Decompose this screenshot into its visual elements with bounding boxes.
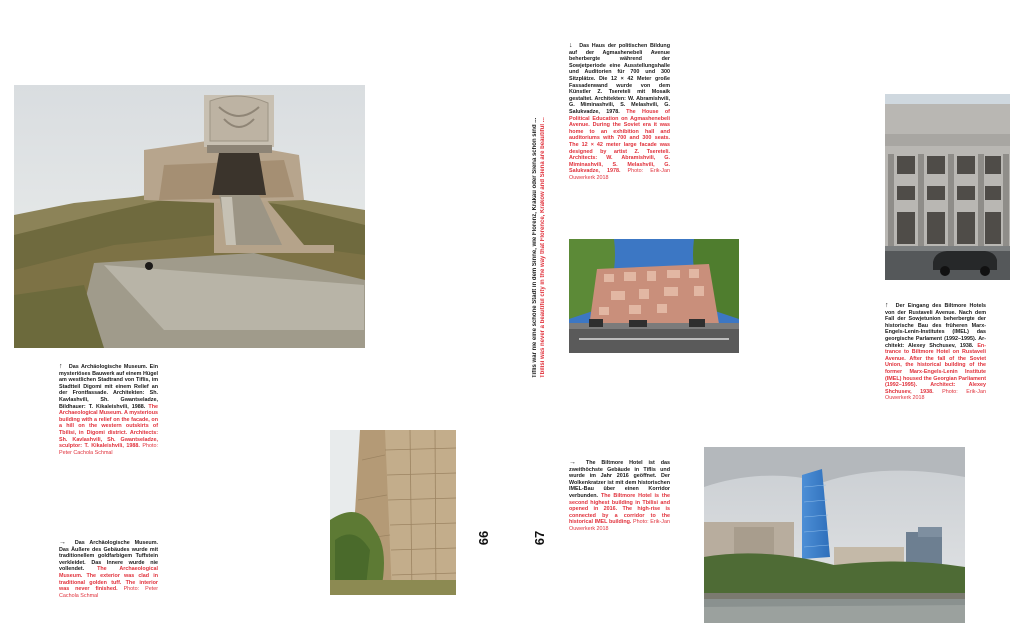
photo-credit: Photo: Peter Cachola Schmal (59, 586, 158, 599)
caption-archaeological-museum-hill (59, 364, 158, 456)
caption-english-text: The Biltmore Hotel is the second highest building in Tbilisi and opened in 2016. The high-rise is connected by a corridor to the historical IMEL building. (569, 492, 671, 526)
skyline-illustration (704, 447, 965, 623)
photo-credit: Photo: Peter Cachola Schmal (59, 443, 158, 456)
photo-archaeological-museum-hill (14, 85, 365, 348)
caption-german-text: Das Archäologische Museum. Ein mysteriöses Bauwerk auf einem Hügel am westlichen Stadtrand von Tiflis, im Stadtteil Digomi mit einem Relief an der Frontfassade. Architekten: Sh. Kavlashvili, Sh. Gwantseladze, Bildhauer: T. Kikaleishvili, 1988. (59, 364, 158, 410)
vertical-quote (532, 88, 539, 378)
caption-german-text: The Biltmore Hotel ist das zweithöchste Gebäude in Tiflis und wurde im Jahr 2016 geöffnet. Der Wolkenkratzer ist mit dem historischen IMEL-Bau über einen Korridor verbunden. (569, 460, 671, 499)
vertical-quote-english-block (540, 88, 547, 378)
photo-house-political-education (569, 239, 739, 353)
tuff-facade-illustration (330, 430, 456, 595)
page-number-left: 66 (476, 530, 491, 546)
page-number-right: 67 (532, 530, 547, 546)
caption-house-political-education (569, 43, 670, 181)
photo-credit: Photo: Erik-Jan Ouwerkerk 2018 (569, 519, 670, 532)
photo-tuff-facade (330, 430, 456, 595)
caption-english-text: The Archaeological Museum. The exterior was clad in traditional golden tuff. The interior was never finished. (59, 566, 158, 593)
caption-archaeological-museum-exterior (59, 540, 158, 599)
museum-hill-illustration (14, 85, 365, 348)
arrow-right-icon: → (569, 459, 576, 466)
mosaic-building-illustration (569, 239, 739, 353)
caption-english-text: The House of Political Education on Agmashenebeli Avenue. During the Soviet era it was home to an exhibition hall and auditoriums with 700 and 300 seats. The 12 × 42 meter large facade was designed by artist Z. Tsereteli. Architects: W. Abramishvili, G. Miminashvili, S. Melashvili, G. Salukvadze, 1978. (569, 108, 670, 175)
colonnade-illustration (885, 94, 1010, 280)
arrow-up-icon: ↑ (885, 302, 889, 309)
vertical-quote-english: Tbilisi was never a beautiful city in the way that Florence, Krakow and Siena are beautiful ... (540, 117, 546, 378)
photo-credit: Photo: Erik-Jan Ouwerkerk 2018 (885, 388, 986, 402)
vertical-quote-german: Tiflis war nie eine schöne Stadt in dem Sinne, wie Florenz, Krakau oder Siena schön sind ... (532, 117, 538, 378)
arrow-up-icon: ↑ (59, 363, 63, 370)
caption-english-text: Entrance to Biltmore Hotel on Rustaveli Avenue. After the fall of the Soviet Union, the historical building of the former Marx-Engels-Lenin Institute (IMEL) housed the Georgian Parliament (1992–1995). Architect: Alexey Shchusev, 1938. (885, 342, 986, 395)
caption-biltmore-entrance (885, 303, 986, 402)
caption-biltmore-hotel (569, 460, 670, 533)
photo-biltmore-entrance (885, 94, 1010, 280)
caption-german-text: Der Eingang des Biltmore Hotels von der Rustaveli Avenue. Nach dem Fall der Sowjetunion beherbergte der historische Bau des früheren Marx-Engels-Lenin-Institutes (IMEL) das georgische Parlament (1992–1995). Architekt: Alexey Shchusev, 1938. (885, 303, 986, 349)
caption-german-text: Das Archäologische Museum. Das Äußere des Gebäudes wurde mit traditionellem goldfarbigem Tuffstein verkleidet. Das Innere wurde nie vollendet. (59, 540, 158, 573)
arrow-right-icon: → (59, 539, 66, 546)
arrow-down-icon: ↓ (569, 42, 573, 49)
photo-biltmore-tower (704, 447, 965, 623)
caption-english-text: The Archaeological Museum. A mysterious building with a relief on the facade, on a hill on the western outskirts of Tbilisi, in Digomi district. Architects: Sh. Kavlashvili, Sh. Gwantseladze, sculptor: T. Kikaleishvili, 1988. (59, 403, 158, 450)
caption-german-text: Das Haus der politischen Bildung auf der Agmashenebeli Avenue beherbergte während der Sowjetperiode eine Ausstellungshalle und Auditorien für 700 und 300 Sitzplätze. Die 12 × 42 Meter große Fassadenwand wurde von dem Künstler Z. Tsereteli mit Mosaik gestaltet. Architekten: W. Abramishvili, G. Miminashvili, S. Melashvili, G. Salukvadze, 1978. (569, 43, 671, 115)
photo-credit: Photo: Erik-Jan Ouwerkerk 2018 (569, 168, 670, 181)
